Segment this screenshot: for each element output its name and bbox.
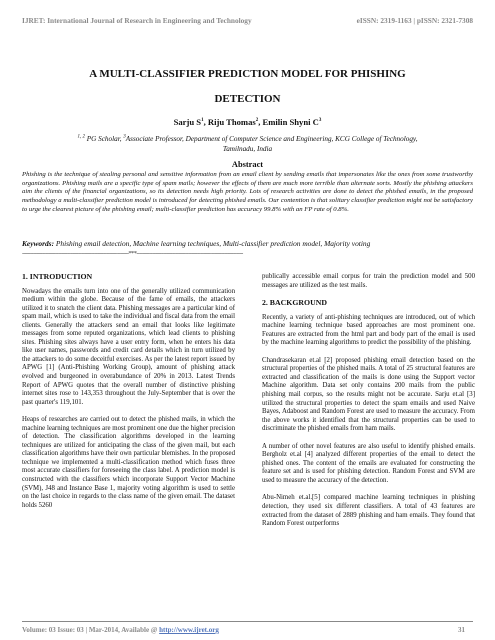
title-line-1: A MULTI-CLASSIFIER PREDICTION MODEL FOR PHISHING: [89, 68, 406, 80]
author-1: Sarju S: [173, 117, 202, 127]
background-paragraph-2: Chandrasekaran et.al [2] proposed phishing email detection based on the structural properties of the phished mails. A total of 25 structural features are extracted and classification of the mails is done using the Support vector Machine algorithm. Data set only contains 200 mails from the public phishing mail corpus, so the results might not be accurate. Sarju et.al [3] utilized the structural properties to detect the spam emails and used Naive Bayes, Adaboost and Random Forest are used to measure the accuracy. From the above works it identified that the structural properties can be used to discriminate the phished emails from ham mails.: [262, 356, 475, 433]
background-paragraph-3: A number of other novel features are also useful to identify phished emails. Bergholz et.al [4] analyzed different properties of the email to detect the phished ones. The content of the emails are evaluated for constructing the feature set and is used for phishing detection. Random Forest and SVM are used to measure the accuracy of the detection.: [262, 442, 475, 484]
section-separator: --------------------------------------------------------------------***--------------------------------------------------------------------: [22, 250, 243, 257]
right-column: [262, 273, 475, 538]
footer: [22, 626, 473, 634]
running-header: [22, 16, 473, 25]
affil-line-2: Tamilnadu, India: [222, 144, 273, 153]
author-2: Riju Thomas: [207, 117, 256, 127]
abstract-heading: Abstract: [231, 160, 264, 169]
paper-title: [30, 62, 465, 112]
title-line-2: DETECTION: [214, 93, 281, 105]
keywords-text: Phishing email detection, Machine learning techniques, Multi-classifier prediction model, Majority voting: [54, 239, 371, 248]
affil-part-2: Associate Professor, Department of Computer Science and Engineering, KCG College of Technology,: [125, 135, 418, 143]
affil-sup-1-2: 1, 2: [77, 134, 85, 140]
background-paragraph-4: Abu-Nimeh et.al.[5] compared machine learning techniques in phishing detection, they used six different classifiers. A total of 43 features are extracted from the dataset of 2889 phishing and ham emails. They found that Random Forest outperforms: [262, 494, 475, 528]
author-3-sup: 3: [318, 118, 322, 124]
authors: [20, 117, 475, 127]
author-sep: ,: [258, 117, 263, 127]
footer-rule: [22, 621, 473, 622]
page-number: 31: [458, 626, 465, 634]
intro-paragraph-continued: publically accessible email corpus for train the prediction model and 500 messages are utilized as the test mails.: [262, 273, 475, 289]
issn: eISSN: 2319-1163 | pISSN: 2321-7308: [356, 16, 473, 25]
intro-heading: 1. INTRODUCTION: [22, 272, 93, 281]
keywords-label: Keywords:: [22, 239, 55, 248]
affil-sup-3: 3: [123, 134, 126, 140]
author-sep: ,: [203, 117, 208, 127]
keywords: [22, 239, 473, 248]
left-column: [22, 273, 235, 519]
affiliation: [28, 135, 467, 154]
affil-part-1: PG Scholar,: [84, 135, 124, 143]
footer-text: Volume: 03 Issue: 03 | Mar-2014, Available @: [22, 626, 160, 634]
intro-paragraph-2: Heaps of researches are carried out to detect the phished mails, in which the machine learning techniques are most prominent one due the higher precision of detection. The classification algorithms developed in the learning techniques are utilized for anticipating the class of the given mail, but each classification algorithms have their own particular blemishes. In the proposed technique we implemented a multi-classification method which fuses three most accurate classifiers for foreseeing the class label. A prediction model is constructed with the classifiers which incorporate Support Vector Machine (SVM), J48 and Instance Base 1, majority voting algorithm is used to settle on the last choice in regards to the class name of the given email. The dataset holds 5260: [22, 416, 235, 509]
author-2-sup: 2: [255, 118, 259, 124]
journal-name: IJRET: International Journal of Research in Engineering and Technology: [22, 16, 252, 25]
background-paragraph-1: Recently, a variety of anti-phishing techniques are introduced, out of which machine learning technique based approaches are most prominent one. Features are extracted from the html part and body part of the email is used by the machine learning algorithms to predict the possibility of the phishing.: [262, 313, 475, 347]
author-3: Emilin Shyni C: [262, 117, 319, 127]
journal-link[interactable]: http://www.ijret.org: [159, 626, 219, 634]
author-1-sup: 1: [201, 118, 204, 124]
abstract-text: Phishing is the technique of stealing personal and sensitive information from an email client by sending emails that impersonates like the ones from some trustworthy organizations. Phishing mails are a specific type of spam mails; however the effects of them are much more terrible than alternate sorts. Mostly the phishing attackers aim the clients of the financial organizations, so its detection needs high priority. Lots of research activities are done to detect the phished emails, in the proposed methodology a multi-classifier prediction model is introduced for detecting phished emails. Our contention is that solitary classifier prediction might not be satisfactory to urge the clearest picture of the phishing email; multi-classifier prediction has accuracy 99.8% with an FP rate of 0.8%.: [22, 171, 473, 213]
intro-paragraph-1: Nowadays the emails turn into one of the generally utilized communication medium within the globe. Because of the fame of emails, the attackers utilized it to snatch the client data. Phishing messages are a particular kind of spam mail, which is used to take the individual and fiscal data from the email clients. Generally the attackers send an email that looks like legitimate messages from some reputed organizations, which lead clients to phishing sites. Phishing sites always have a user entry form, when he enters his data like user names, passwords and credit card details which in turn utilized by the attackers to do some deceitful exercises. As per the latest report issued by APWG [1] (Anti-Phishing Working Group), amount of phishing attack evolved and burgeoned in overabundance of 20% in 2013. Latest Trends Report of APWG quotes that the overall number of distinctive phishing internet sites rose to 143,353 throughout the July-September that is over the past quarter's 119,101.: [22, 287, 235, 406]
background-heading: 2. BACKGROUND: [262, 298, 327, 308]
